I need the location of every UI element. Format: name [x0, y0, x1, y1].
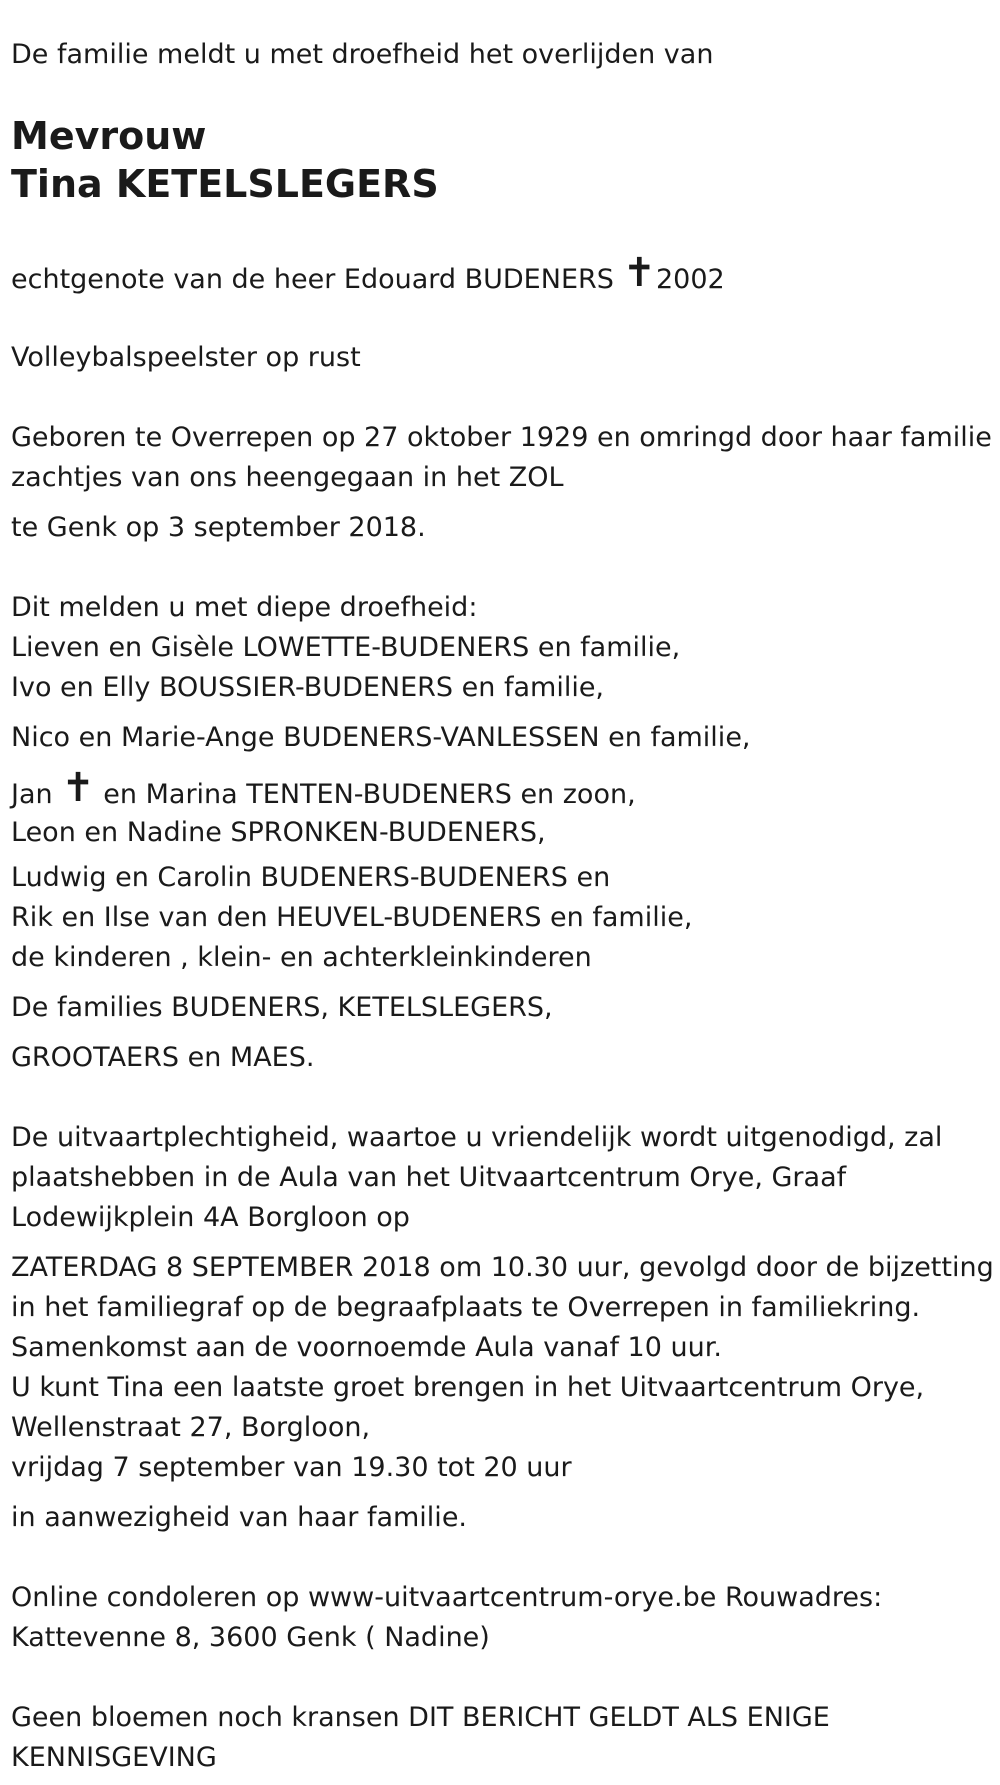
birth-death-line-2: zachtjes van ons heengegaan in het ZOL: [11, 462, 564, 493]
funeral-line: U kunt Tina een laatste groet brengen in het Uitvaartcentrum Orye,: [11, 1372, 925, 1403]
closing-line: Geen bloemen noch kransen DIT BERICHT GELDT ALS ENIGE: [11, 1702, 830, 1733]
mourner-line: Rik en Ilse van den HEUVEL-BUDENERS en familie,: [11, 902, 693, 933]
funeral-line: plaatshebben in de Aula van het Uitvaartcentrum Orye, Graaf: [11, 1162, 847, 1193]
spouse-text: echtgenote van de heer Edouard BUDENERS: [11, 264, 623, 295]
deceased-name: Tina KETELSLEGERS: [11, 162, 439, 206]
mourner-line: Lieven en Gisèle LOWETTE-BUDENERS en familie,: [11, 632, 681, 663]
condolences-line: Kattevenne 8, 3600 Genk ( Nadine): [11, 1622, 490, 1653]
birth-death-line-3: te Genk op 3 september 2018.: [11, 512, 426, 543]
salutation: Mevrouw: [11, 114, 207, 158]
mourner-line: de kinderen , klein- en achterkleinkinderen: [11, 942, 592, 973]
condolences-line: Online condoleren op www-uitvaartcentrum-orye.be Rouwadres:: [11, 1582, 883, 1613]
funeral-line: vrijdag 7 september van 19.30 tot 20 uur: [11, 1452, 572, 1483]
spouse-line: [11, 250, 725, 300]
cross-icon: ✝: [61, 765, 95, 811]
funeral-line: in het familiegraf op de begraafplaats te Overrepen in familiekring.: [11, 1292, 921, 1323]
spouse-death-year: 2002: [656, 264, 725, 295]
mourner-line: Leon en Nadine SPRONKEN-BUDENERS,: [11, 817, 546, 848]
funeral-line: ZATERDAG 8 SEPTEMBER 2018 om 10.30 uur, gevolgd door de bijzetting: [11, 1252, 994, 1283]
mourner-rest: en Marina TENTEN-BUDENERS en zoon,: [94, 779, 636, 810]
cross-icon: ✝: [622, 250, 656, 296]
funeral-line: Wellenstraat 27, Borgloon,: [11, 1412, 371, 1443]
mourner-line: Ivo en Elly BOUSSIER-BUDENERS en familie,: [11, 672, 605, 703]
mourner-line: GROOTAERS en MAES.: [11, 1042, 315, 1073]
mourner-line: Ludwig en Carolin BUDENERS-BUDENERS en: [11, 862, 611, 893]
mourner-line: [11, 765, 636, 815]
mourner-first-name: Jan: [11, 779, 62, 810]
intro-text: De familie meldt u met droefheid het overlijden van: [11, 39, 714, 70]
funeral-line: Samenkomst aan de voornoemde Aula vanaf 10 uur.: [11, 1332, 722, 1363]
funeral-line: Lodewijkplein 4A Borgloon op: [11, 1202, 410, 1233]
birth-death-line-1: Geboren te Overrepen op 27 oktober 1929 en omringd door haar familie: [11, 422, 992, 453]
funeral-line: De uitvaartplechtigheid, waartoe u vriendelijk wordt uitgenodigd, zal: [11, 1122, 943, 1153]
closing-line: KENNISGEVING: [11, 1742, 217, 1773]
mourners-intro: Dit melden u met diepe droefheid:: [11, 592, 478, 623]
mourner-line: De families BUDENERS, KETELSLEGERS,: [11, 992, 553, 1023]
funeral-line: in aanwezigheid van haar familie.: [11, 1502, 468, 1533]
epithet: Volleybalspeelster op rust: [11, 342, 361, 373]
mourner-line: Nico en Marie-Ange BUDENERS-VANLESSEN en familie,: [11, 722, 751, 753]
